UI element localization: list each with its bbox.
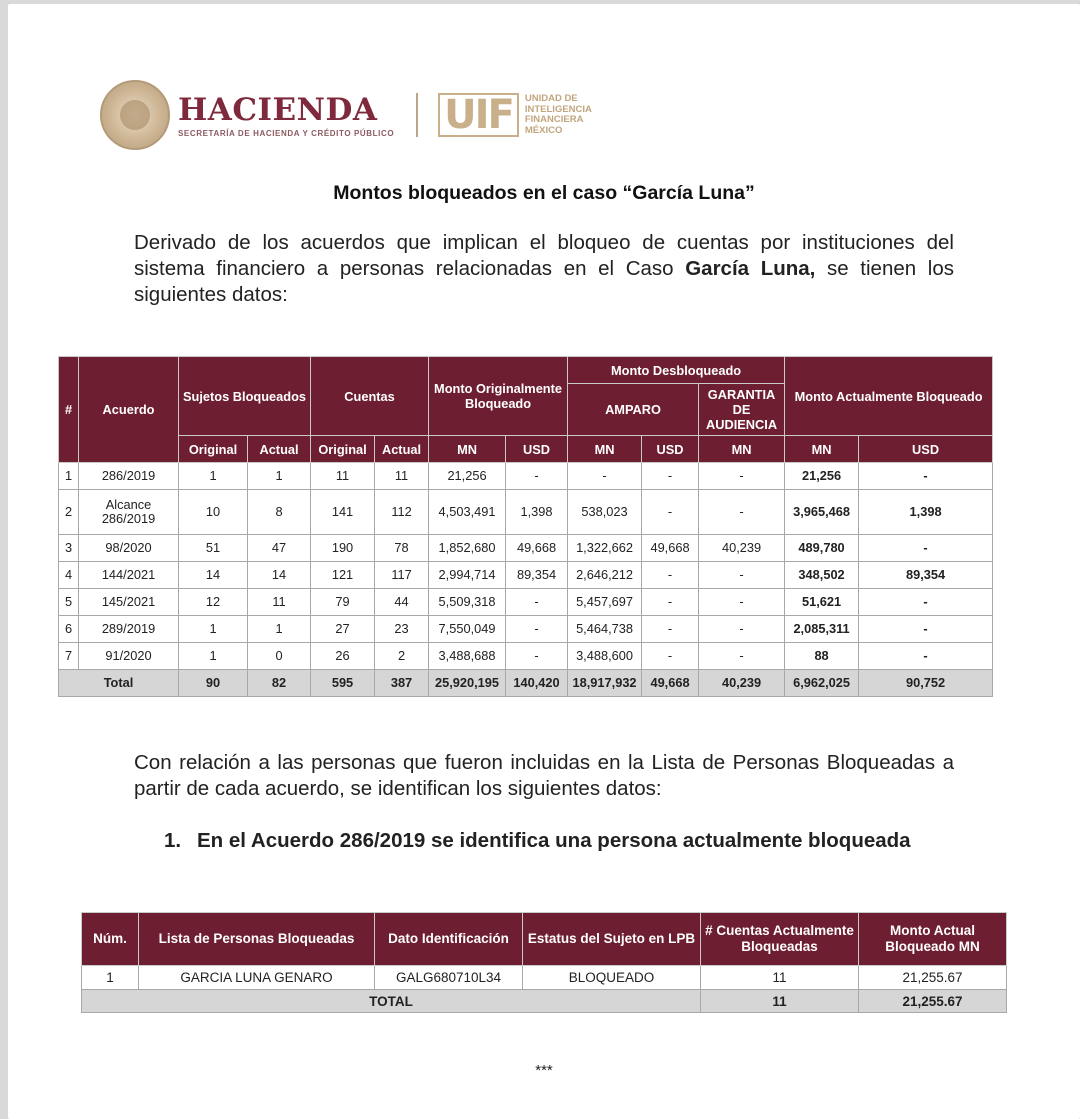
table-cell: 1 (179, 616, 248, 643)
header-monto: Monto Actual Bloqueado MN (859, 913, 1007, 966)
logo-divider (416, 93, 418, 137)
header-mn: MN (785, 436, 859, 463)
uif-line: INTELIGENCIA (524, 103, 592, 115)
table-cell: - (642, 643, 699, 670)
table-cell: - (859, 616, 993, 643)
table-cell: - (699, 562, 785, 589)
table-cell: 49,668 (642, 535, 699, 562)
table-cell: 49,668 (642, 670, 699, 697)
table-cell: - (642, 616, 699, 643)
table-row (59, 490, 993, 535)
table-cell: 141 (311, 490, 375, 535)
table-row (59, 463, 993, 490)
uif-line: FINANCIERA (524, 114, 584, 125)
table-cell: 140,420 (506, 670, 568, 697)
table-cell: 1,322,662 (568, 535, 642, 562)
table-cell: BLOQUEADO (523, 966, 701, 990)
table-cell: 6 (59, 616, 79, 643)
table-cell: 7 (59, 643, 79, 670)
table-cell: 11 (701, 966, 859, 990)
intro-bold-text: García Luna, (685, 257, 816, 280)
blocked-amounts-table (58, 356, 993, 697)
table-cell: 11 (248, 589, 311, 616)
table-cell: 144/2021 (79, 562, 179, 589)
table-cell: 1 (82, 966, 139, 990)
hacienda-logo (178, 93, 394, 138)
table-cell: 78 (375, 535, 429, 562)
header-estatus: Estatus del Sujeto en LPB (523, 913, 701, 966)
item-text: En el Acuerdo 286/2019 se identifica una persona actualmente bloqueada (197, 829, 911, 852)
table-cell: - (859, 535, 993, 562)
table-cell: 190 (311, 535, 375, 562)
table-cell: 1,852,680 (429, 535, 506, 562)
table-row (59, 589, 993, 616)
total-label: TOTAL (82, 990, 701, 1013)
table-cell: 7,550,049 (429, 616, 506, 643)
table-cell: 14 (248, 562, 311, 589)
table-cell: 51,621 (785, 589, 859, 616)
header-cuentas: # Cuentas Actualmente Bloqueadas (701, 913, 859, 966)
second-paragraph: Con relación a las personas que fueron incluidas en la Lista de Personas Bloqueadas a partir de cada acuerdo, se identifican los siguientes datos: (134, 751, 954, 800)
table-cell: - (699, 490, 785, 535)
header-usd: USD (506, 436, 568, 463)
uif-logo (438, 93, 592, 137)
header-num: # (59, 357, 79, 463)
header-actual: Actual (248, 436, 311, 463)
table-cell: 1 (248, 616, 311, 643)
table-cell: 1,398 (859, 490, 993, 535)
header-original: Original (311, 436, 375, 463)
table-row (59, 616, 993, 643)
table-cell: 10 (179, 490, 248, 535)
header-dato: Dato Identificación (375, 913, 523, 966)
table-cell: - (568, 463, 642, 490)
total-label: Total (59, 670, 179, 697)
table-cell: 595 (311, 670, 375, 697)
table-cell: 14 (179, 562, 248, 589)
table-cell: - (642, 463, 699, 490)
table-cell: 79 (311, 589, 375, 616)
header-usd: USD (642, 436, 699, 463)
header-actual: Actual (375, 436, 429, 463)
table-cell: 40,239 (699, 535, 785, 562)
table-total-row (59, 670, 993, 697)
uif-line: MÉXICO (524, 124, 563, 136)
table-cell: - (642, 589, 699, 616)
table-cell: 12 (179, 589, 248, 616)
table-cell: 4,503,491 (429, 490, 506, 535)
header-num: Núm. (82, 913, 139, 966)
table-cell: 348,502 (785, 562, 859, 589)
table-total-row (82, 990, 1007, 1013)
table-cell: - (506, 463, 568, 490)
table-cell: 2,646,212 (568, 562, 642, 589)
table-row (82, 966, 1007, 990)
table-cell: 2,994,714 (429, 562, 506, 589)
table-cell: 3,965,468 (785, 490, 859, 535)
table-cell: 5,509,318 (429, 589, 506, 616)
header-monto-actual: Monto Actualmente Bloqueado (785, 357, 993, 436)
table-cell: 5 (59, 589, 79, 616)
table-cell: 89,354 (506, 562, 568, 589)
table-cell: - (642, 490, 699, 535)
table-cell: - (699, 616, 785, 643)
table-cell: 11 (375, 463, 429, 490)
uif-text (525, 94, 592, 136)
table-cell: 82 (248, 670, 311, 697)
table-cell: 47 (248, 535, 311, 562)
item-heading (164, 828, 954, 854)
blocked-persons-body (82, 966, 1007, 1013)
table-cell: 8 (248, 490, 311, 535)
table-cell: 2 (375, 643, 429, 670)
table-cell: GARCIA LUNA GENARO (139, 966, 375, 990)
table-cell: 25,920,195 (429, 670, 506, 697)
header-logos (100, 80, 592, 150)
table-cell: 90,752 (859, 670, 993, 697)
table-cell: - (699, 463, 785, 490)
header-mn: MN (429, 436, 506, 463)
document-page (8, 4, 1080, 1119)
blocked-amounts-body (59, 463, 993, 697)
table-cell: 489,780 (785, 535, 859, 562)
table-cell: - (506, 643, 568, 670)
table-cell: Alcance 286/2019 (79, 490, 179, 535)
table-cell: GALG680710L34 (375, 966, 523, 990)
table-cell: 51 (179, 535, 248, 562)
document-title: Montos bloqueados en el caso “García Luna” (333, 182, 755, 204)
table-cell: - (506, 589, 568, 616)
header-monto-original: Monto Originalmente Bloqueado (429, 357, 568, 436)
intro-text: Derivado de los acuerdos que implican el bloqueo de cuentas por instituciones del sistema financiero a personas relacionadas en el Caso (134, 231, 954, 280)
national-seal-icon (100, 80, 170, 150)
table-cell: - (642, 562, 699, 589)
table-cell: 2,085,311 (785, 616, 859, 643)
table-cell: 387 (375, 670, 429, 697)
header-mn: MN (568, 436, 642, 463)
table-cell: 88 (785, 643, 859, 670)
hacienda-title: HACIENDA (178, 91, 378, 128)
table-cell: 21,256 (429, 463, 506, 490)
table-cell: 538,023 (568, 490, 642, 535)
header-sujetos: Sujetos Bloqueados (179, 357, 311, 436)
uif-mark: UIF (438, 93, 519, 137)
header-monto-desbloqueado: Monto Desbloqueado (568, 357, 785, 384)
table-cell: 0 (248, 643, 311, 670)
table-row (59, 562, 993, 589)
table-cell: 49,668 (506, 535, 568, 562)
table-cell: 26 (311, 643, 375, 670)
hacienda-subtitle: SECRETARÍA DE HACIENDA Y CRÉDITO PÚBLICO (178, 128, 395, 138)
table-cell: 117 (375, 562, 429, 589)
table-cell: 21,255.67 (859, 966, 1007, 990)
table-cell: 2 (59, 490, 79, 535)
table-cell: 286/2019 (79, 463, 179, 490)
table-cell: 98/2020 (79, 535, 179, 562)
table-cell: 121 (311, 562, 375, 589)
item-number: 1. (164, 829, 182, 852)
uif-line: UNIDAD DE (524, 93, 578, 104)
header-lista: Lista de Personas Bloqueadas (139, 913, 375, 966)
table-cell: 18,917,932 (568, 670, 642, 697)
table-cell: 145/2021 (79, 589, 179, 616)
table-cell: 90 (179, 670, 248, 697)
table-cell: 1 (179, 643, 248, 670)
table-cell: 40,239 (699, 670, 785, 697)
table-cell: 11 (311, 463, 375, 490)
closing-mark: *** (535, 1062, 553, 1079)
table-cell: 1,398 (506, 490, 568, 535)
blocked-persons-table (81, 912, 1007, 1013)
table-cell: 4 (59, 562, 79, 589)
table-cell: 112 (375, 490, 429, 535)
table-cell: 44 (375, 589, 429, 616)
table-cell: 6,962,025 (785, 670, 859, 697)
table-cell: 3 (59, 535, 79, 562)
table-row (59, 643, 993, 670)
table-cell: 27 (311, 616, 375, 643)
table-cell: 21,255.67 (859, 990, 1007, 1013)
table-cell: 1 (179, 463, 248, 490)
intro-paragraph (134, 230, 954, 308)
intro-text-end: se tienen los siguientes datos: (134, 257, 955, 306)
table-cell: 23 (375, 616, 429, 643)
table-cell: 5,464,738 (568, 616, 642, 643)
header-garantia: GARANTIA DE AUDIENCIA (699, 384, 785, 436)
header-usd: USD (859, 436, 993, 463)
header-original: Original (179, 436, 248, 463)
header-acuerdo: Acuerdo (79, 357, 179, 463)
table-cell: 1 (248, 463, 311, 490)
table-cell: 5,457,697 (568, 589, 642, 616)
header-mn: MN (699, 436, 785, 463)
table-cell: - (859, 463, 993, 490)
table-cell: - (506, 616, 568, 643)
header-amparo: AMPARO (568, 384, 699, 436)
table-cell: - (859, 589, 993, 616)
table-row (59, 535, 993, 562)
table-cell: - (859, 643, 993, 670)
table-cell: 3,488,688 (429, 643, 506, 670)
table-cell: - (699, 643, 785, 670)
table-cell: 89,354 (859, 562, 993, 589)
table-cell: 3,488,600 (568, 643, 642, 670)
table-cell: 11 (701, 990, 859, 1013)
table-cell: 289/2019 (79, 616, 179, 643)
table-cell: - (699, 589, 785, 616)
header-cuentas: Cuentas (311, 357, 429, 436)
table-cell: 1 (59, 463, 79, 490)
table-cell: 91/2020 (79, 643, 179, 670)
table-cell: 21,256 (785, 463, 859, 490)
